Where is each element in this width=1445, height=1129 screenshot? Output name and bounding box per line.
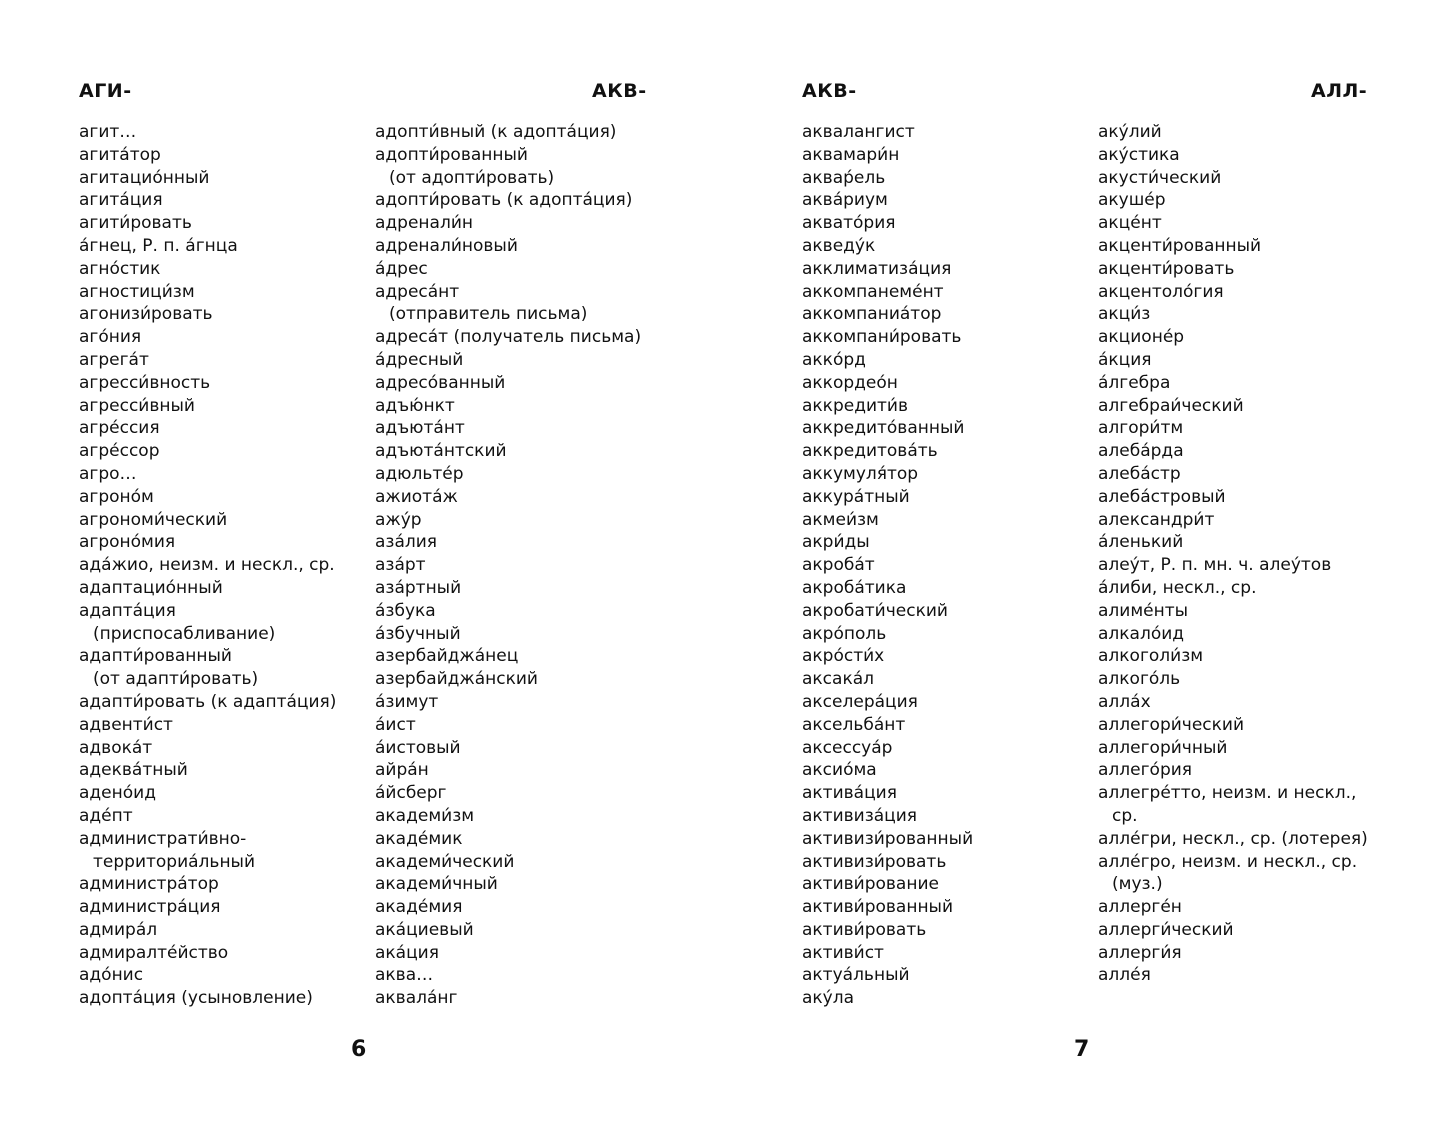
dictionary-entry: аквато́рия — [802, 213, 896, 234]
dictionary-entry: акроба́тика — [802, 577, 907, 598]
dictionary-entry: акробати́ческий — [802, 600, 948, 621]
dictionary-entry: акционе́р — [1098, 327, 1185, 348]
dictionary-entry: активизи́ровать — [802, 851, 947, 872]
dictionary-entry: аллего́рия — [1098, 760, 1193, 781]
dictionary-entry: аде́пт — [79, 805, 133, 826]
dictionary-entry: а́истовый — [375, 737, 461, 758]
dictionary-entry: аку́лий — [1098, 122, 1162, 142]
entry-continuation: (приспосабливание) — [93, 623, 276, 644]
dictionary-entry: адъюта́нт — [375, 418, 465, 439]
dictionary-entry: агре́ссия — [79, 418, 160, 439]
dictionary-entry: алеу́т, Р. п. мн. ч. алеу́тов — [1098, 555, 1332, 576]
dictionary-entry: акри́ды — [802, 532, 870, 553]
dictionary-entry: алеба́стр — [1098, 463, 1181, 484]
page-number-right: 7 — [1074, 1037, 1090, 1062]
dictionary-entry: акро́поль — [802, 623, 887, 644]
dictionary-entry: активи́ровать — [802, 919, 927, 940]
dictionary-entry: агроно́мия — [79, 532, 176, 553]
dictionary-entry: аксио́ма — [802, 760, 877, 781]
dictionary-entry: агита́тор — [79, 144, 161, 165]
dictionary-entry: аллегори́ческий — [1098, 714, 1244, 735]
dictionary-entry: а́йсберг — [375, 783, 447, 804]
dictionary-entry: алкало́ид — [1098, 623, 1185, 644]
dictionary-entry: алкоголи́зм — [1098, 646, 1204, 667]
dictionary-entry: аквалангист — [802, 122, 915, 142]
dictionary-entry: адюльте́р — [375, 463, 464, 484]
dictionary-entry: алле́гри, нескл., ср. (лотерея) — [1098, 828, 1368, 849]
dictionary-entry: аллерги́ческий — [1098, 919, 1234, 940]
dictionary-entry: академи́ческий — [375, 851, 515, 872]
dictionary-entry: адвенти́ст — [79, 714, 173, 735]
dictionary-entry: администрати́вно- — [79, 828, 247, 849]
right-header-start: АКВ- — [802, 80, 857, 102]
dictionary-entry: алгебраи́ческий — [1098, 395, 1244, 416]
dictionary-entry: акмеи́зм — [802, 509, 879, 530]
dictionary-entry: аллегори́чный — [1098, 737, 1228, 758]
dictionary-entry: акци́з — [1098, 304, 1151, 325]
dictionary-entry: адопти́ровать (к адопта́ция) — [375, 190, 633, 211]
dictionary-entry: академи́зм — [375, 805, 475, 826]
dictionary-entry: акко́рд — [802, 349, 866, 370]
dictionary-entry: аксака́л — [802, 669, 875, 690]
left-header-end: АКВ- — [592, 80, 647, 102]
dictionary-entry: а́дресный — [375, 349, 464, 370]
dictionary-entry: ака́ция — [375, 942, 439, 963]
dictionary-entry: аза́ртный — [375, 577, 462, 598]
dictionary-entry: адъю́нкт — [375, 395, 455, 416]
dictionary-entry: агитацио́нный — [79, 167, 210, 188]
dictionary-entry: адренали́н — [375, 213, 473, 234]
dictionary-entry: адо́нис — [79, 965, 144, 986]
dictionary-entry: александри́т — [1098, 509, 1215, 530]
right-header-end: АЛЛ- — [1311, 80, 1368, 102]
dictionary-entry: адено́ид — [79, 783, 156, 804]
dictionary-entry: акселера́ция — [802, 691, 918, 712]
dictionary-entry: акведу́к — [802, 235, 876, 256]
dictionary-entry: а́збучный — [375, 623, 461, 644]
dictionary-entry: агрега́т — [79, 349, 149, 370]
dictionary-entry: активи́рованный — [802, 897, 954, 918]
left-page — [0, 0, 722, 1129]
dictionary-entry: агресси́вный — [79, 395, 195, 416]
left-column-1 — [79, 121, 336, 1010]
dictionary-entry: алеба́стровый — [1098, 486, 1226, 507]
dictionary-entry: акаде́мия — [375, 897, 463, 918]
dictionary-entry: аква́риум — [802, 190, 888, 211]
dictionary-entry: актива́ция — [802, 783, 897, 804]
dictionary-entry: алиме́нты — [1098, 600, 1189, 621]
dictionary-entry: адопта́ция (усыновление) — [79, 988, 313, 1009]
dictionary-entry: агресси́вность — [79, 372, 211, 393]
dictionary-entry: академи́чный — [375, 874, 498, 895]
dictionary-entry: акцентоло́гия — [1098, 281, 1224, 302]
dictionary-entry: аллерги́я — [1098, 942, 1182, 963]
dictionary-entry: акусти́ческий — [1098, 167, 1222, 188]
dictionary-entry: адапта́ция — [79, 600, 176, 621]
left-header-start: АГИ- — [79, 80, 132, 102]
dictionary-entry: активиза́ция — [802, 805, 918, 826]
dictionary-entry: агно́стик — [79, 258, 161, 279]
dictionary-entry: аза́лия — [375, 532, 438, 553]
dictionary-entry: адапти́рованный — [79, 646, 232, 667]
dictionary-entry: актуа́льный — [802, 965, 910, 986]
dictionary-entry: адреса́т (получатель письма) — [375, 327, 642, 348]
dictionary-entry: адмира́л — [79, 919, 158, 940]
right-column-1 — [802, 121, 973, 1010]
dictionary-entry: адеква́тный — [79, 760, 188, 781]
dictionary-entry: аку́стика — [1098, 144, 1180, 165]
page-number-left: 6 — [351, 1037, 367, 1062]
dictionary-entry: акценти́рованный — [1098, 235, 1262, 256]
dictionary-entry: агро… — [79, 463, 137, 484]
dictionary-entry: а́зимут — [375, 691, 439, 712]
dictionary-entry: аккордео́н — [802, 372, 898, 393]
dictionary-entry: аллерге́н — [1098, 897, 1182, 918]
dictionary-entry: агит… — [79, 122, 137, 142]
dictionary-entry: активизи́рованный — [802, 828, 974, 849]
dictionary-entry: ажиота́ж — [375, 486, 458, 507]
dictionary-entry: администра́ция — [79, 897, 221, 918]
entry-continuation: (отправитель письма) — [389, 304, 588, 325]
dictionary-entry: ада́жио, неизм. и нескл., ср. — [79, 555, 335, 576]
dictionary-entry: аква… — [375, 965, 434, 986]
dictionary-entry: а́кция — [1098, 349, 1152, 370]
dictionary-entry: а́лгебра — [1098, 372, 1171, 393]
dictionary-entry: ажу́р — [375, 509, 422, 530]
right-page — [722, 0, 1445, 1129]
dictionary-entry: алгори́тм — [1098, 418, 1184, 439]
dictionary-entry: акро́сти́х — [802, 646, 885, 667]
dictionary-entry: агита́ция — [79, 190, 163, 211]
entry-continuation: (от адопти́ровать) — [389, 167, 555, 188]
dictionary-entry: активи́рование — [802, 874, 939, 895]
dictionary-entry: агити́ровать — [79, 213, 192, 234]
dictionary-entry: а́дрес — [375, 258, 428, 279]
dictionary-entry: адаптацио́нный — [79, 577, 223, 598]
dictionary-entry: агроно́м — [79, 486, 154, 507]
dictionary-entry: алеба́рда — [1098, 441, 1184, 462]
dictionary-entry: адреса́нт — [375, 281, 460, 302]
dictionary-entry: аккредито́ванный — [802, 418, 965, 439]
dictionary-entry: аллегре́тто, неизм. и нескл., — [1098, 783, 1357, 804]
dictionary-entry: аккредитова́ть — [802, 441, 938, 462]
dictionary-entry: адресо́ванный — [375, 372, 506, 393]
dictionary-entry: а́гнец, Р. п. а́гнца — [79, 235, 238, 256]
dictionary-entry: активи́ст — [802, 942, 884, 963]
dictionary-entry: адопти́рованный — [375, 144, 528, 165]
dictionary-entry: азербайджа́нец — [375, 646, 519, 667]
dictionary-entry: а́ист — [375, 714, 416, 735]
dictionary-entry: аккумуля́тор — [802, 463, 919, 484]
dictionary-entry: агностици́зм — [79, 281, 195, 302]
dictionary-entry: акценти́ровать — [1098, 258, 1235, 279]
dictionary-entry: а́збука — [375, 600, 436, 621]
entry-continuation: территориа́льный — [93, 851, 256, 872]
dictionary-entry: администра́тор — [79, 874, 219, 895]
dictionary-entry: адвока́т — [79, 737, 153, 758]
dictionary-entry: агрономи́ческий — [79, 509, 228, 530]
dictionary-entry: аза́рт — [375, 555, 426, 576]
dictionary-entry: аккура́тный — [802, 486, 910, 507]
dictionary-entry: акуше́р — [1098, 190, 1166, 211]
dictionary-entry: алле́я — [1098, 965, 1151, 986]
dictionary-entry: алла́х — [1098, 691, 1151, 712]
dictionary-entry: акклиматиза́ция — [802, 258, 952, 279]
dictionary-entry: аккомпани́ровать — [802, 327, 962, 348]
dictionary-entry: адренали́новый — [375, 235, 518, 256]
dictionary-entry: азербайджа́нский — [375, 669, 538, 690]
dictionary-entry: алкого́ль — [1098, 669, 1181, 690]
dictionary-entry: аккомпанеме́нт — [802, 281, 944, 302]
dictionary-entry: а́либи, нескл., ср. — [1098, 577, 1257, 598]
dictionary-entry: алле́гро, неизм. и нескл., ср. — [1098, 851, 1358, 872]
left-column-2 — [375, 121, 641, 1010]
dictionary-entry: аку́ла — [802, 988, 855, 1009]
dictionary-entry: адопти́вный (к адопта́ция) — [375, 122, 617, 142]
dictionary-entry: аксессуа́р — [802, 737, 893, 758]
dictionary-entry: аквала́нг — [375, 988, 458, 1009]
dictionary-entry: акце́нт — [1098, 213, 1162, 234]
dictionary-entry: акроба́т — [802, 555, 875, 576]
dictionary-entry: адмиралте́йство — [79, 942, 229, 963]
entry-continuation: (от адапти́ровать) — [93, 669, 259, 690]
right-column-2 — [1098, 121, 1368, 987]
dictionary-entry: айра́н — [375, 760, 429, 781]
dictionary-entry: аквар́ель — [802, 167, 886, 188]
dictionary-entry: акаде́мик — [375, 828, 463, 849]
dictionary-entry: ака́циевый — [375, 919, 474, 940]
dictionary-entry: адъюта́нтский — [375, 441, 507, 462]
dictionary-entry: аго́ния — [79, 327, 142, 348]
dictionary-entry: а́ленький — [1098, 532, 1184, 553]
entry-continuation: ср. — [1112, 805, 1138, 826]
dictionary-entry: аксельба́нт — [802, 714, 906, 735]
dictionary-entry: аквамари́н — [802, 144, 900, 165]
entry-continuation: (муз.) — [1112, 874, 1163, 895]
dictionary-entry: агонизи́ровать — [79, 304, 213, 325]
dictionary-entry: аккредити́в — [802, 395, 908, 416]
dictionary-entry: агре́ссор — [79, 441, 160, 462]
dictionary-entry: аккомпаниа́тор — [802, 304, 942, 325]
dictionary-entry: адапти́ровать (к адапта́ция) — [79, 691, 337, 712]
